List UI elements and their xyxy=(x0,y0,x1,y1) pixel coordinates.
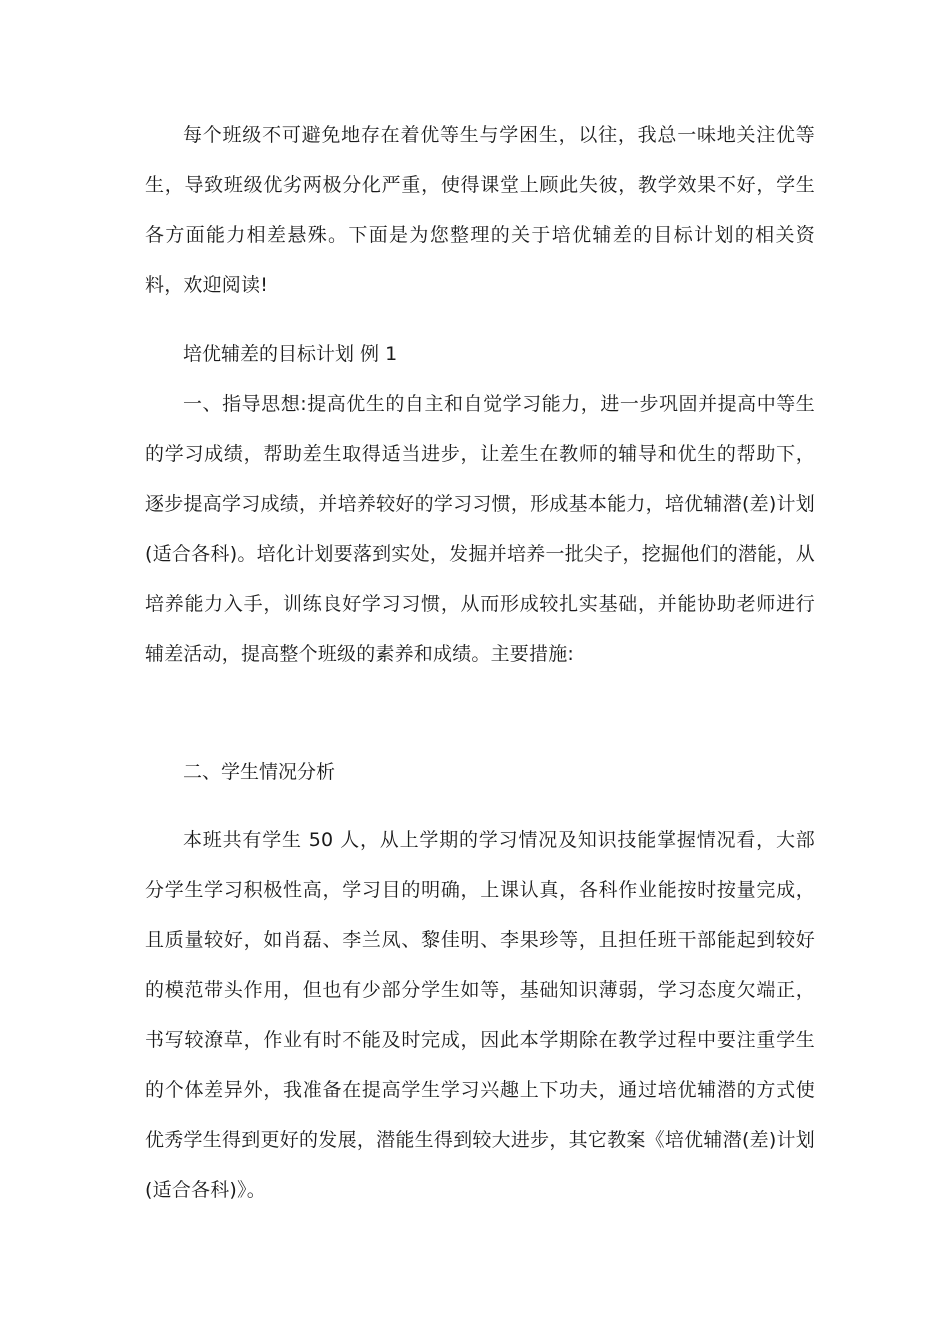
guiding-principle-paragraph: 一、指导思想:提高优生的自主和自觉学习能力，进一步巩固并提高中等生的学习成绩，帮助差生取得适当进步，让差生在教师的辅导和优生的帮助下，逐步提高学习成绩，并培养较好的学习习惯，形成基本能力，培优辅潜(差)计划(适合各科)。培化计划要落到实处，发掘并培养一批尖子，挖掘他们的潜能，从培养能力入手，训练良好学习习惯，从而形成较扎实基础，并能协助老师进行辅差活动，提高整个班级的素养和成绩。主要措施: xyxy=(145,393,815,665)
example-title: 培优辅差的目标计划 例 1 xyxy=(183,343,398,365)
intro-paragraph: 每个班级不可避免地存在着优等生与学困生，以往，我总一味地关注优等生，导致班级优劣两极分化严重，使得课堂上顾此失彼，教学效果不好，学生各方面能力相差悬殊。下面是为您整理的关于培优辅差的目标计划的相关资料，欢迎阅读! xyxy=(145,124,815,296)
student-analysis-paragraph: 本班共有学生 50 人，从上学期的学习情况及知识技能掌握情况看，大部分学生学习积极性高，学习目的明确，上课认真，各科作业能按时按量完成，且质量较好，如肖磊、李兰凤、黎佳明、李果珍等，且担任班干部能起到较好的模范带头作用，但也有少部分学生如等，基础知识薄弱，学习态度欠端正，书写较潦草，作业有时不能及时完成，因此本学期除在教学过程中要注重学生的个体差异外，我准备在提高学生学习兴趣上下功夫，通过培优辅潜的方式使优秀学生得到更好的发展，潜能生得到较大进步，其它教案《培优辅潜(差)计划(适合各科)》。 xyxy=(145,829,815,1201)
student-analysis-heading: 二、学生情况分析 xyxy=(183,761,336,783)
